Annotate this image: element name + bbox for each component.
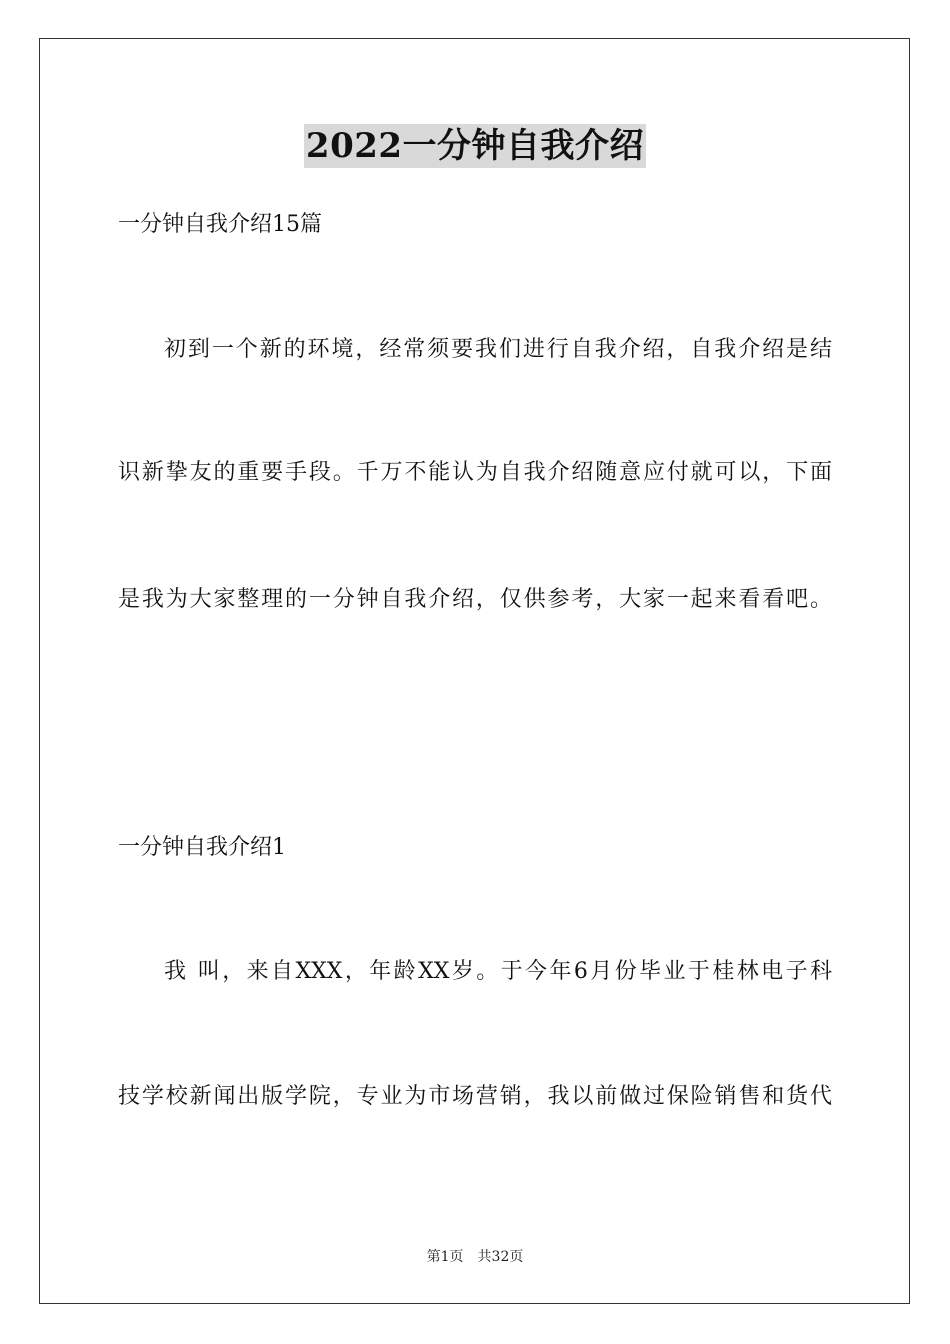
section-paragraph-line: 我 叫，来自XXX，年龄XX岁。于今年6月份毕业于桂林电子科 [164,959,832,984]
section-heading: 一分钟自我介绍1 [118,835,286,860]
intro-paragraph-line: 识新挚友的重要手段。千万不能认为自我介绍随意应付就可以，下面 [118,460,832,485]
title-container [0,124,950,168]
intro-paragraph-line: 初到一个新的环境，经常须要我们进行自我介绍，自我介绍是结 [164,337,832,362]
page-number-footer: 第1页 共32页 [426,1249,524,1265]
section-paragraph-line: 技学校新闻出版学院，专业为市场营销，我以前做过保险销售和货代 [118,1084,832,1109]
document-title: 2022一分钟自我介绍 [305,126,645,166]
document-subtitle: 一分钟自我介绍15篇 [118,212,322,237]
intro-paragraph-line: 是我为大家整理的一分钟自我介绍，仅供参考，大家一起来看看吧。 [118,587,832,612]
